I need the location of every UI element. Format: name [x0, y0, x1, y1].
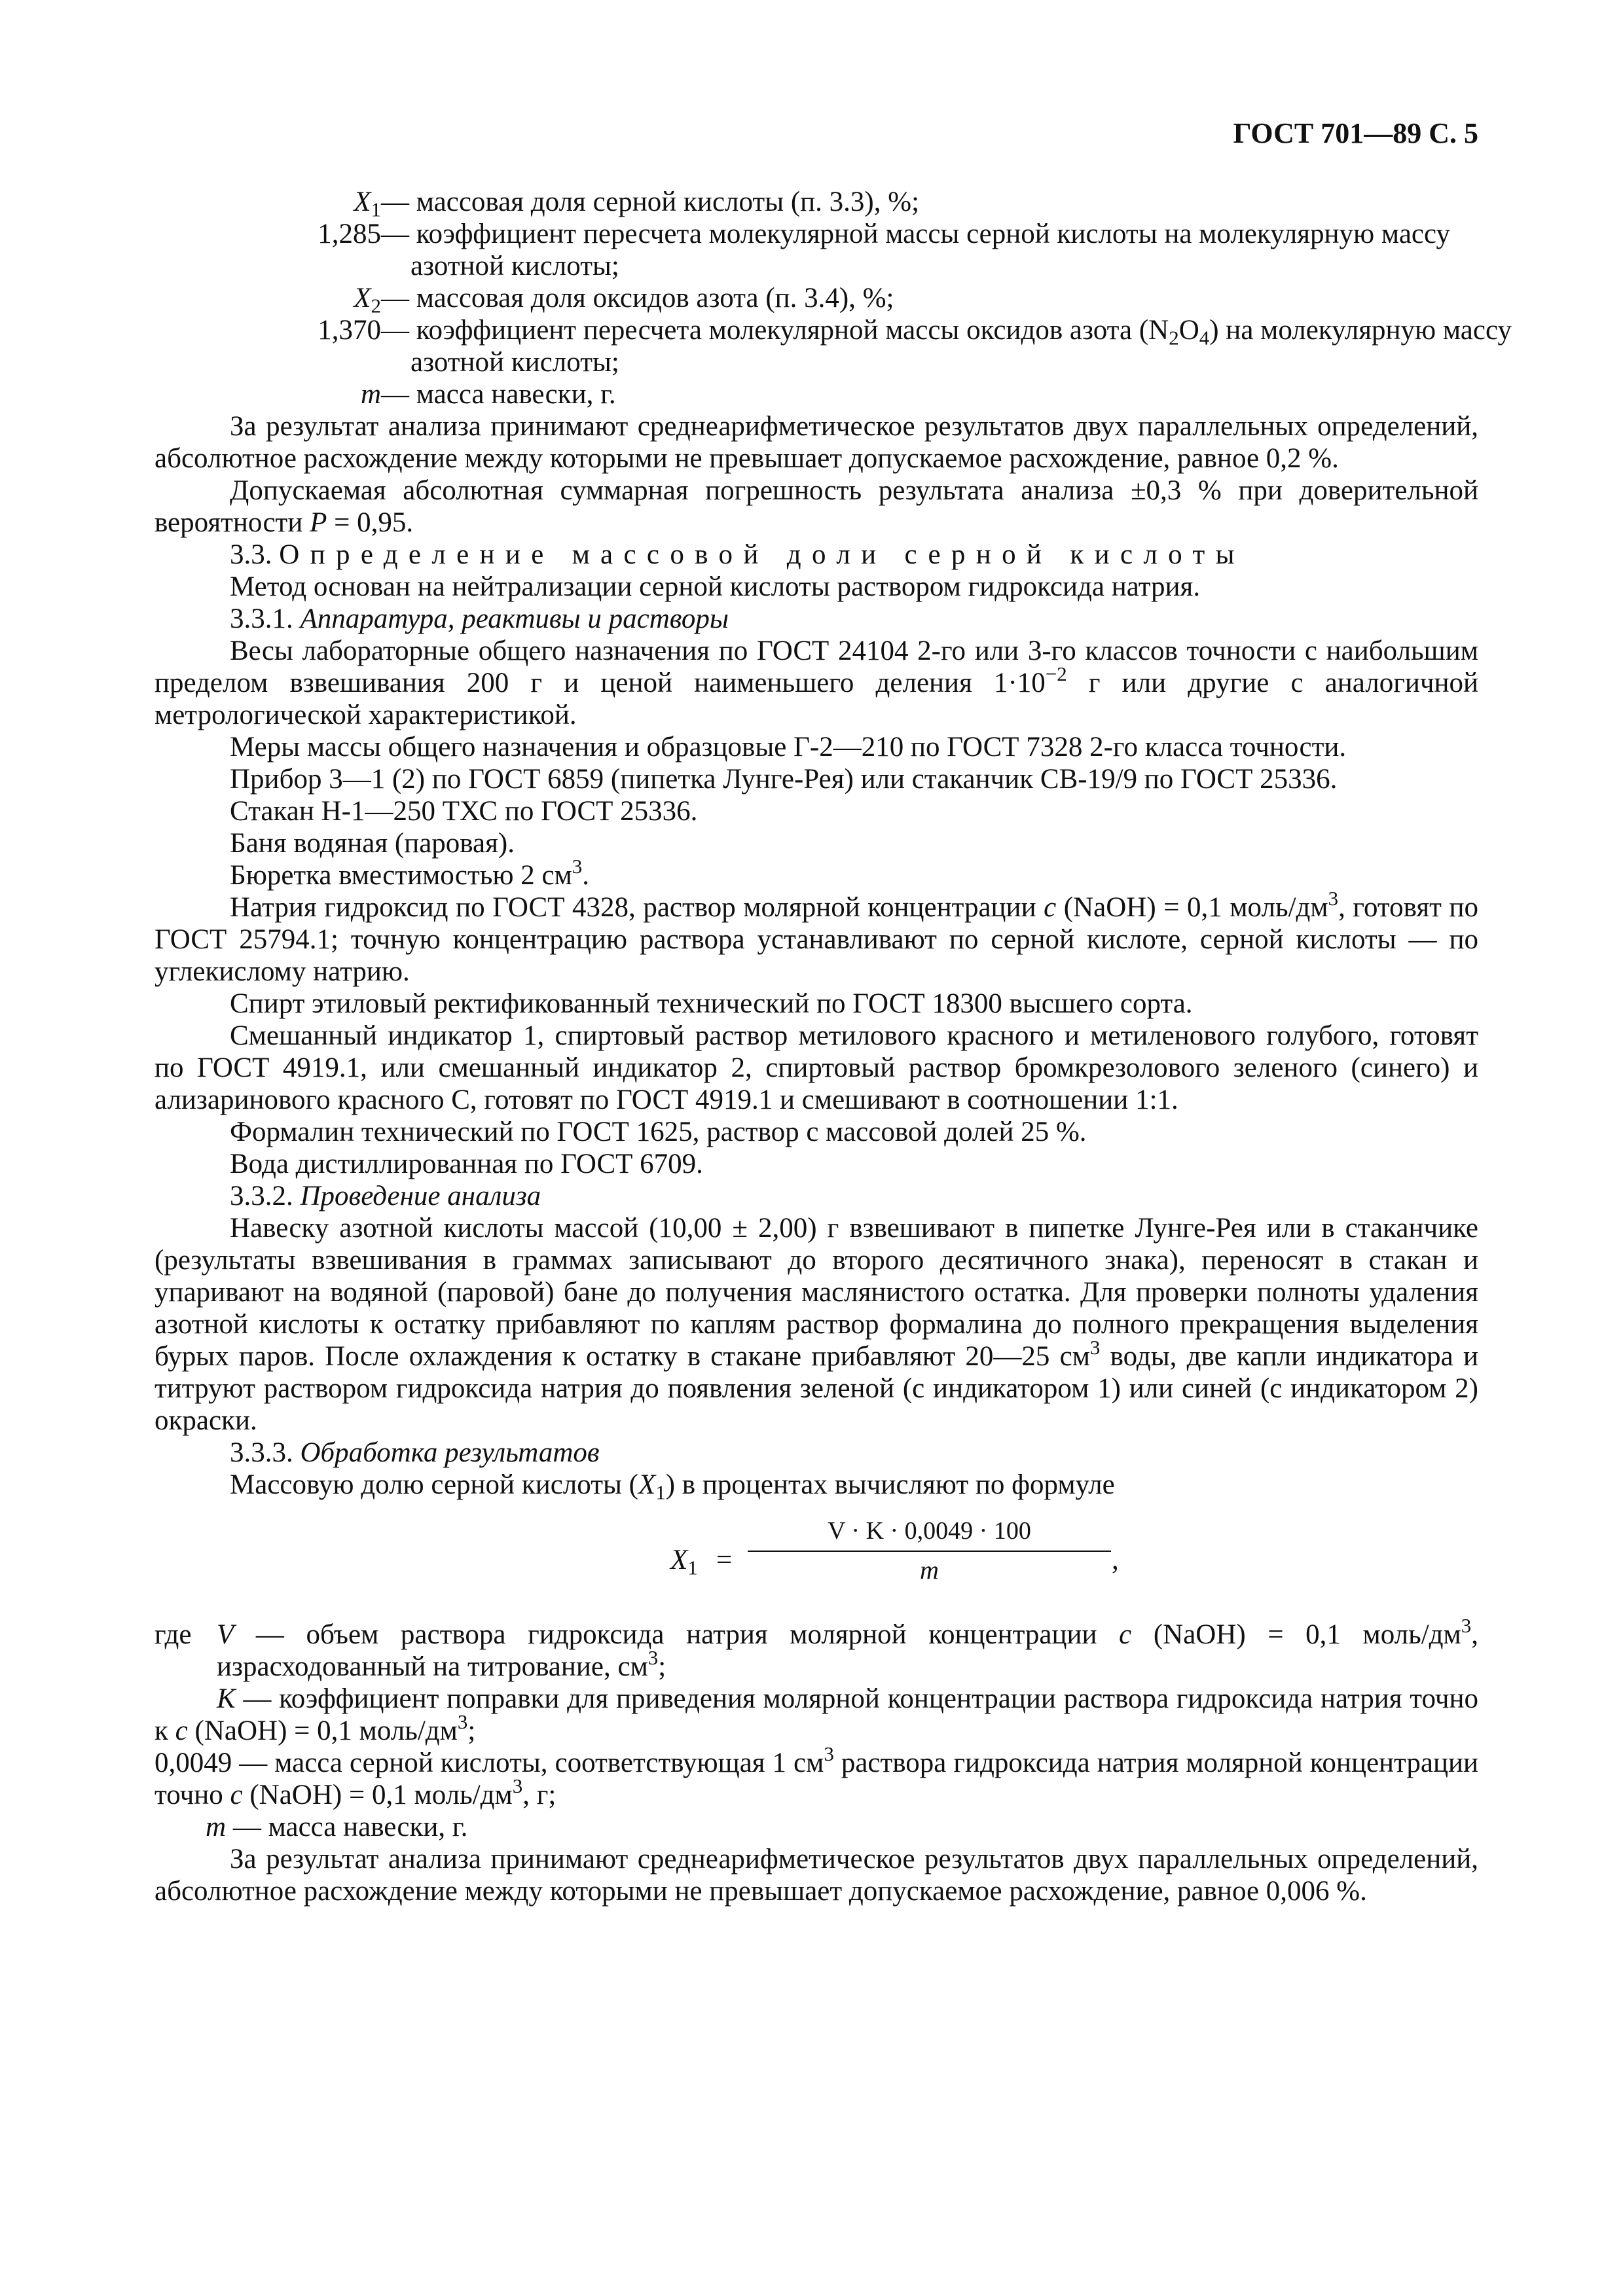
section-3-3-heading: 3.3. Определение массовой доли серной кислоты [230, 539, 1245, 570]
bath-paragraph: Баня водяная (паровая). [230, 828, 515, 859]
procedure-paragraph: Навеску азотной кислоты массой (10,00 ± 2,00) г взвешивают в пипетке Лунге-Рея или в стаканчике (результаты взвешивания в граммах записывают до второго десятичного знака), переносят в стакан и упаривают на водяной (паровой) бане до получения маслянистого остатка. Для проверки полноты удаления азотной кислоты к остатку прибавляют по каплям раствор формалина до полного прекращения выделения бурых паров. После охлаждения к остатку в стакане прибавляют 20—25 $см^3$ воды, две капли индикатора и титруют раствором гидроксида натрия до появления зеленой (с индикатором 1) или синей (с индикатором 2) окраски. [155, 1213, 1478, 1436]
legend-x2 [155, 282, 1478, 317]
naoh-paragraph: Натрия гидроксид по ГОСТ 4328, раствор молярной концентрации c (NaOH) = 0,1 моль/$дм^3$, готовят по ГОСТ 25794.1; точную концентрацию раствора устанавливают по серной кислоте, серной кислоты — по углекислому натрию. [155, 886, 1479, 987]
formula-fraction-bar [748, 1551, 1111, 1552]
section-3-3-3-title: Обработка результатов [300, 1437, 600, 1468]
weights-paragraph: Меры массы общего назначения и образцовые Г-2—210 по ГОСТ 7328 2-го класса точности. [230, 732, 1347, 762]
document-body [155, 186, 1512, 1907]
page-header: ГОСТ 701—89 С. 5 [1233, 117, 1478, 149]
water-paragraph: Вода дистиллированная по ГОСТ 6709. [230, 1149, 703, 1179]
glass-paragraph: Стакан Н-1—250 ТХС по ГОСТ 25336. [230, 796, 698, 827]
where-v [155, 1613, 1478, 1683]
where-label: где [155, 1619, 192, 1650]
formula-equals: = [716, 1545, 733, 1575]
formula-fraction [748, 1514, 1111, 1586]
legend-m [155, 378, 1478, 410]
scales-paragraph: Весы лабораторные общего назначения по ГОСТ 24104 2-го или 3-го классов точности с наибольшим пределом взвешивания 200 г и ценой наименьшего деления $1\cdot 10^{-2}$ г или другие с аналогичной метрологической характеристикой. [155, 636, 1479, 730]
legend-1370-cont [155, 346, 1478, 378]
where-v-text: V — объем раствора гидроксида натрия молярной концентрации c (NaOH) = 0,1 моль/$дм^3$, израсходованный на титрование, $см^3$; [217, 1613, 1478, 1682]
calc-intro-paragraph: Массовую долю серной кислоты $(X_1)$ в процентах вычисляют по формуле [230, 1469, 1115, 1504]
section-3-3-method: Метод основан на нейтрализации серной кислоты раствором гидроксида натрия. [230, 571, 1201, 602]
section-3-3-1-heading: 3.3.1. Аппаратура, реактивы и растворы [230, 603, 729, 634]
legend-term: 1,285 [318, 219, 381, 249]
where-m: m — масса навески, г. [206, 1812, 468, 1842]
legend-text: — коэффициент пересчета молекулярной массы оксидов азота $(N_2O_4)$ на молекулярную массу [381, 315, 1512, 350]
legend-text-continuation: азотной кислоты; [410, 347, 619, 378]
section-3-3-2-title: Проведение анализа [300, 1181, 541, 1211]
section-3-3-3-heading: 3.3.3. Обработка результатов [230, 1437, 600, 1468]
legend-text-continuation: азотной кислоты; [410, 251, 619, 281]
formula-lhs: $X_1$ [670, 1545, 698, 1579]
where-k: K — коэффициент поправки для приведения молярной концентрации раствора гидроксида натрия точно к c (NaOH) = 0,1 моль/$дм^3$; [155, 1683, 1478, 1746]
result-paragraph-2: За результат анализа принимают среднеарифметическое результатов двух параллельных определений, абсолютное расхождение между которыми не превышает допускаемое расхождение, равное 0,006 %. [155, 1844, 1478, 1907]
legend-text: — массовая доля серной кислоты (п. 3.3), %; [381, 187, 920, 217]
formalin-paragraph: Формалин технический по ГОСТ 1625, раствор с массовой долей 25 %. [230, 1117, 1087, 1147]
section-3-3-2-heading: 3.3.2. Проведение анализа [230, 1181, 541, 1211]
legend-1285 [155, 218, 1478, 250]
legend-text: — масса навески, г. [381, 379, 616, 410]
legend-term: $X_1$ [354, 187, 381, 221]
error-paragraph: Допускаемая абсолютная суммарная погрешность результата анализа ±0,3 % при доверительной вероятности P = 0,95. [155, 475, 1478, 538]
formula-numerator: V · K · 0,0049 · 100 [828, 1517, 1031, 1545]
result-paragraph-1: За результат анализа принимают среднеарифметическое результатов двух параллельных определений, абсолютное расхождение между которыми не превышает допускаемое расхождение, равное 0,2 %. [155, 411, 1478, 474]
formula-comma: , [1112, 1545, 1119, 1575]
legend-term: m [360, 379, 381, 410]
legend-term: $X_2$ [354, 283, 381, 317]
legend-term: 1,370 [318, 315, 381, 346]
indicator-paragraph: Смешанный индикатор 1, спиртовый раствор метилового красного и метиленового голубого, готовят по ГОСТ 4919.1, или смешанный индикатор 2, спиртовый раствор бромкрезолового зеленого (синего) и ализаринового красного С, готовят по ГОСТ 4919.1 и смешивают в соотношении 1:1. [155, 1020, 1478, 1115]
device-paragraph: Прибор 3—1 (2) по ГОСТ 6859 (пипетка Лунге-Рея) или стаканчик СВ-19/9 по ГОСТ 25336. [230, 764, 1338, 795]
legend-text: — массовая доля оксидов азота (п. 3.4), %; [381, 283, 894, 314]
legend-1370 [155, 314, 1512, 350]
legend-text: — коэффициент пересчета молекулярной массы серной кислоты на молекулярную массу [381, 219, 1451, 249]
spirit-paragraph: Спирт этиловый ректификованный технический по ГОСТ 18300 высшего сорта. [230, 988, 1193, 1019]
legend-x1 [155, 186, 1478, 221]
burette-paragraph: Бюретка вместимостью 2 $см^3$. [230, 854, 590, 891]
document-page [155, 0, 1512, 2296]
legend-1285-cont [155, 250, 1478, 282]
formula-denominator: m [920, 1555, 939, 1585]
where-0049: 0,0049 — масса серной кислоты, соответствующая 1 $см^3$ раствора гидроксида натрия молярной концентрации точно c (NaOH) = 0,1 моль/$дм^3$, г; [155, 1742, 1478, 1810]
section-3-3-title: Определение массовой доли серной кислоты [279, 539, 1245, 570]
section-3-3-1-title: Аппаратура, реактивы и растворы [300, 603, 729, 634]
formula-x1 [155, 1514, 1478, 1612]
